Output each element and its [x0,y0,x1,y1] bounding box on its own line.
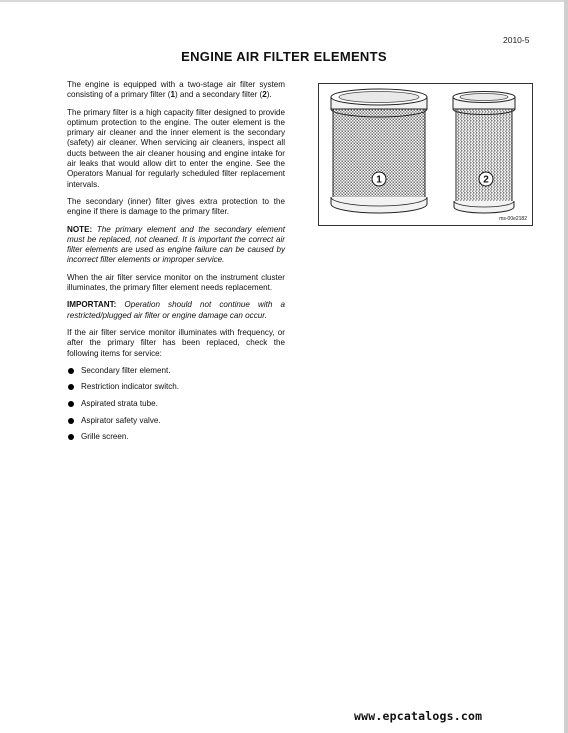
note-label: NOTE: [67,224,93,234]
primary-filter-drawing [331,89,427,213]
list-item-text: Grille screen. [81,432,129,442]
page-number: 2010-5 [503,35,530,45]
bullet-icon [68,401,74,407]
intro-text-a: The engine is equipped with a two-stage air filter system consisting of a primary filter ( [67,80,285,100]
callout-ref-1: 1 [170,90,175,100]
list-item-text: Secondary filter element. [81,365,171,375]
service-check-paragraph: If the air filter service monitor illuminates with frequency, or after the primary filter has been replaced, check the following items for service: [67,327,285,358]
monitor-paragraph: When the air filter service monitor on the instrument cluster illuminates, the primary filter element needs replacement. [67,272,285,293]
note-paragraph [67,225,285,266]
list-item [67,382,285,392]
bullet-icon [68,418,74,424]
list-item [67,399,285,409]
list-item-text: Aspirated strata tube. [81,399,158,409]
note-text: The primary element and the secondary element must be replaced, not cleaned. It is important the correct air filter elements are used as engine failure can be caused by incorrect filter elements or improper service. [67,224,285,265]
secondary-filter-drawing [453,92,515,214]
bullet-icon [68,368,74,374]
list-item [67,416,285,426]
air-filter-figure [318,83,533,226]
bullet-icon [68,434,74,440]
body-text-column [67,80,285,449]
list-item [67,432,285,442]
important-text: Operation should not continue with a restricted/plugged air filter or engine damage can occur. [67,300,285,320]
important-label: IMPORTANT: [67,300,117,310]
page-title: ENGINE AIR FILTER ELEMENTS [181,49,387,64]
secondary-filter-paragraph: The secondary (inner) filter gives extra protection to the engine if there is damage to the primary filter. [67,196,285,217]
list-item-text: Aspirator safety valve. [81,415,161,425]
intro-text-e: ). [266,90,272,100]
important-paragraph [67,300,285,321]
primary-filter-paragraph: The primary filter is a high capacity filter designed to provide optimum protection to the engine. The outer element is the primary air cleaner and the inner element is the secondary (safety) air cleaner. When servicing air cleaners, inspect all ducts between the air cleaner housing and engine intake for air leaks that would allow dirt to enter the engine. See the Operators Manual for regularly scheduled filter replacement intervals. [67,107,285,189]
callout-ref-2: 2 [262,90,267,100]
page-top-border [0,0,568,2]
figure-code: ms-00e2182 [499,216,527,222]
intro-paragraph [67,80,285,101]
service-items-list [67,366,285,443]
list-item-text: Restriction indicator switch. [81,382,180,392]
intro-text-c: ) and a secondary filter ( [174,90,263,100]
air-filter-illustration [319,84,532,225]
page-right-border [564,0,568,733]
list-item [67,366,285,376]
bullet-icon [68,384,74,390]
callout-1-label: 1 [376,174,382,186]
callout-2-label: 2 [483,174,489,186]
footer-watermark-url: www.epcatalogs.com [354,709,483,723]
